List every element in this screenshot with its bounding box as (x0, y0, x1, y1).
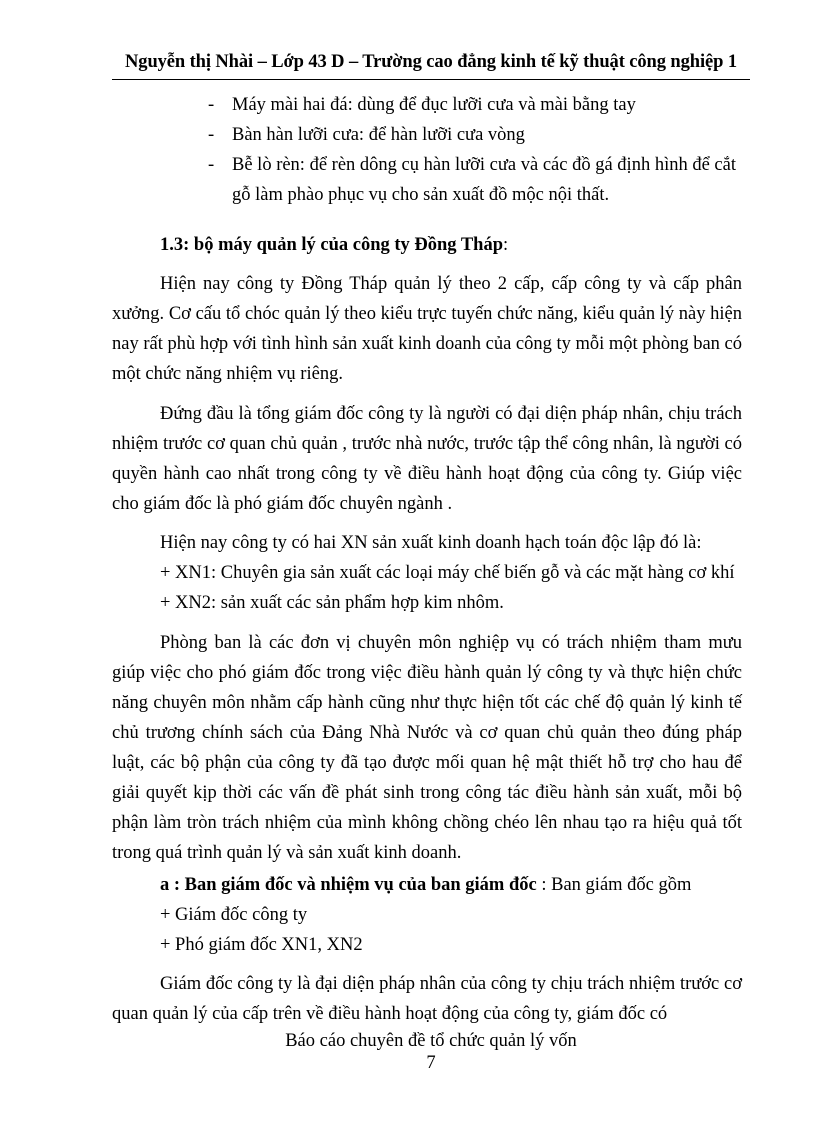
enterprise-xn1: + XN1: Chuyên gia sản xuất các loại máy chế biến gỗ và các mặt hàng cơ khí (160, 563, 735, 583)
list-item-text: Bàn hàn lưỡi cưa: để hàn lưỡi cưa vòng (232, 125, 525, 145)
footer-title: Báo cáo chuyên đề tổ chức quản lý vốn (285, 1031, 577, 1051)
bullet-dash: - (208, 125, 215, 145)
paragraph-departments: Phòng ban là các đơn vị chuyên môn nghiệp vụ có trách nhiệm tham mưu giúp việc cho phó giám đốc trong việc điều hành quản lý công ty và thực hiện chức năng chuyên môn nhằm cấp hành cũng như thực hiện tốt các chế độ quản lý kinh tế chủ trương chính sách của Đảng Nhà Nước và cơ quan chủ quản theo đúng pháp luật, các bộ phận của công ty đã tạo được mối quan hệ mật thiết hỗ trợ cho hau để giải quyết kịp thời các vấn đề phát sinh trong công tác điều hành sản xuất, mỗi bộ phận làm tròn trách nhiệm của mình không chồng chéo lên nhau tạo ra hiệu quả tốt trong quá trình quản lý và sản xuất kinh doanh. (112, 633, 742, 863)
list-item (112, 120, 742, 150)
section-heading-a (112, 870, 742, 900)
section-heading-colon: : (503, 235, 509, 255)
paragraph-management-levels: Hiện nay công ty Đồng Tháp quản lý theo 2 cấp, cấp công ty và cấp phân xưởng. Cơ cấu tổ chóc quản lý theo kiểu trực tuyến chức năng, kiểu quản lý này hiện nay rất phù hợp với tình hình sản xuất kinh doanh của công ty mỗi một phòng ban có một chức năng nhiệm vụ riêng. (112, 274, 742, 384)
page-header: Nguyễn thị Nhài – Lớp 43 D – Trường cao đẳng kinh tế kỹ thuật công nghiệp 1 (125, 52, 737, 72)
section-heading-1-3 (112, 230, 742, 260)
page-number: 7 (426, 1053, 436, 1073)
board-member-director: + Giám đốc công ty (160, 905, 308, 925)
equipment-list (112, 90, 742, 210)
bullet-dash: - (208, 95, 215, 115)
page-footer (112, 1030, 750, 1074)
board-member-deputy: + Phó giám đốc XN1, XN2 (160, 935, 363, 955)
section-heading-text: a : Ban giám đốc và nhiệm vụ của ban giám đốc (160, 875, 537, 895)
paragraph-director-role: Giám đốc công ty là đại diện pháp nhân của công ty chịu trách nhiệm trước cơ quan quản lý của cấp trên về điều hành hoạt động của công ty, giám đốc có (112, 974, 742, 1024)
list-item-text: Bễ lò rèn: để rèn dông cụ hàn lưỡi cưa và các đồ gá định hình để cắt gỗ làm phào phục vụ cho sản xuất đồ mộc nội thất. (232, 155, 736, 205)
bullet-dash: - (208, 155, 215, 175)
list-item-text: Máy mài hai đá: dùng để đục lưỡi cưa và mài bằng tay (232, 95, 636, 115)
section-heading-text: 1.3: bộ máy quản lý của công ty Đồng Tháp (160, 235, 504, 255)
paragraph-enterprises: Hiện nay công ty có hai XN sản xuất kinh doanh hạch toán độc lập đó là: (160, 533, 702, 553)
enterprise-xn2: + XN2: sản xuất các sản phẩm hợp kim nhôm. (160, 593, 504, 613)
list-item (112, 150, 742, 210)
page-body (112, 90, 742, 1029)
section-heading-rest: : Ban giám đốc gồm (536, 875, 692, 895)
paragraph-general-director: Đứng đầu là tổng giám đốc công ty là người có đại diện pháp nhân, chịu trách nhiệm trước cơ quan chủ quản , trước nhà nước, trước tập thể công nhân, là người có quyền hành cao nhất trong công ty về điều hành hoạt động của công ty. Giúp việc cho giám đốc là phó giám đốc chuyên ngành . (112, 404, 742, 514)
header-divider (112, 79, 750, 80)
list-item (112, 90, 742, 120)
